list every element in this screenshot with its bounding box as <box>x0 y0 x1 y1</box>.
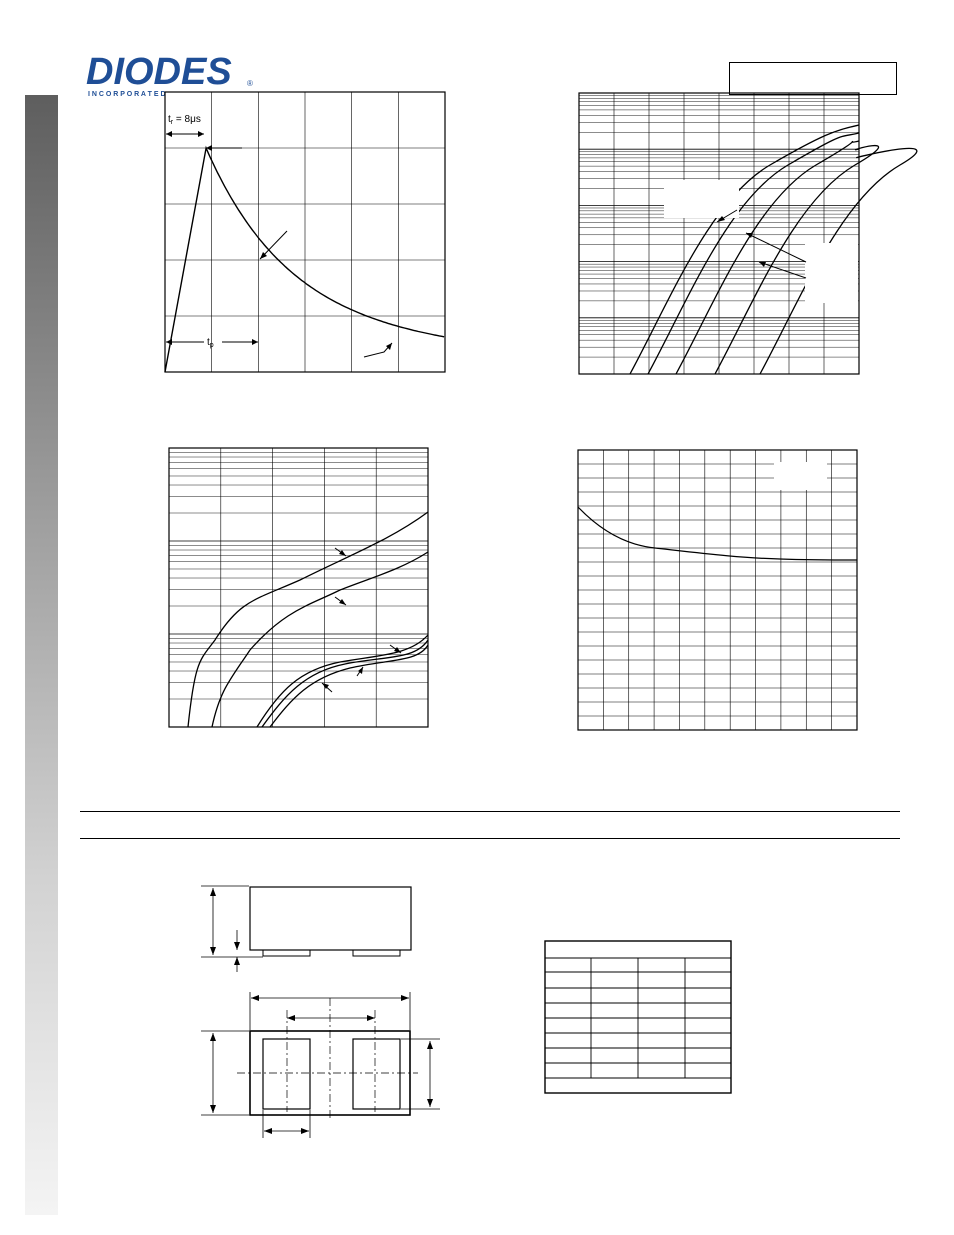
log-curves-chart-upper <box>574 88 864 378</box>
arrowhead <box>210 947 216 955</box>
log-curves-chart-lower <box>164 443 434 733</box>
arrowhead <box>166 131 172 137</box>
arrowhead <box>251 995 259 1001</box>
series-line <box>257 635 428 727</box>
dimension-table <box>540 936 740 1101</box>
curve-group <box>188 512 428 727</box>
package-side-body <box>250 887 411 950</box>
arrowhead <box>301 1128 309 1134</box>
arrowhead <box>198 131 204 137</box>
side-gradient-bar <box>25 95 58 1215</box>
chart-grid <box>579 93 859 374</box>
arrowhead <box>759 262 766 267</box>
decay-curve <box>578 507 857 560</box>
series-line <box>212 552 428 727</box>
arrowhead <box>234 942 240 950</box>
arrowhead <box>166 339 172 345</box>
label-box <box>774 462 827 490</box>
arrowhead <box>427 1099 433 1107</box>
curve-group <box>630 125 917 374</box>
bottom-pad-right <box>353 1039 400 1109</box>
section-rule-top <box>80 811 900 812</box>
package-outline-drawing <box>195 878 425 1143</box>
arrowhead <box>287 1015 295 1021</box>
pulse-waveform-chart <box>160 88 450 378</box>
arrowhead <box>401 995 409 1001</box>
capacitance-chart <box>573 445 863 735</box>
side-terminal-left <box>263 950 310 956</box>
table-grid <box>545 958 731 1078</box>
arrowhead <box>210 1105 216 1113</box>
arrowhead <box>427 1041 433 1049</box>
series-line <box>262 640 428 727</box>
side-terminal-right <box>353 950 400 956</box>
chart-grid <box>578 450 857 730</box>
arrowhead <box>264 1128 272 1134</box>
arrowhead <box>367 1015 375 1021</box>
label-box <box>664 180 739 218</box>
chart-grid <box>165 92 445 372</box>
section-rule-bottom <box>80 838 900 839</box>
arrowhead <box>339 550 346 556</box>
logo-text: DIODES <box>86 52 232 93</box>
arrowhead <box>234 957 240 965</box>
series-line <box>188 512 428 727</box>
arrowhead <box>210 888 216 896</box>
arrowhead <box>210 1033 216 1041</box>
registered-mark: ® <box>247 79 253 88</box>
series-line <box>270 645 428 727</box>
arrowhead <box>339 599 346 605</box>
tr-label: $t_r = 8\mu s$ <box>168 114 201 126</box>
label-box <box>805 243 858 303</box>
logo-subtext: I N C O R P O R A T E D <box>88 91 166 98</box>
bottom-pad-left <box>263 1039 310 1109</box>
arrowhead <box>252 339 258 345</box>
tp-label: $t_p$ <box>207 337 214 349</box>
